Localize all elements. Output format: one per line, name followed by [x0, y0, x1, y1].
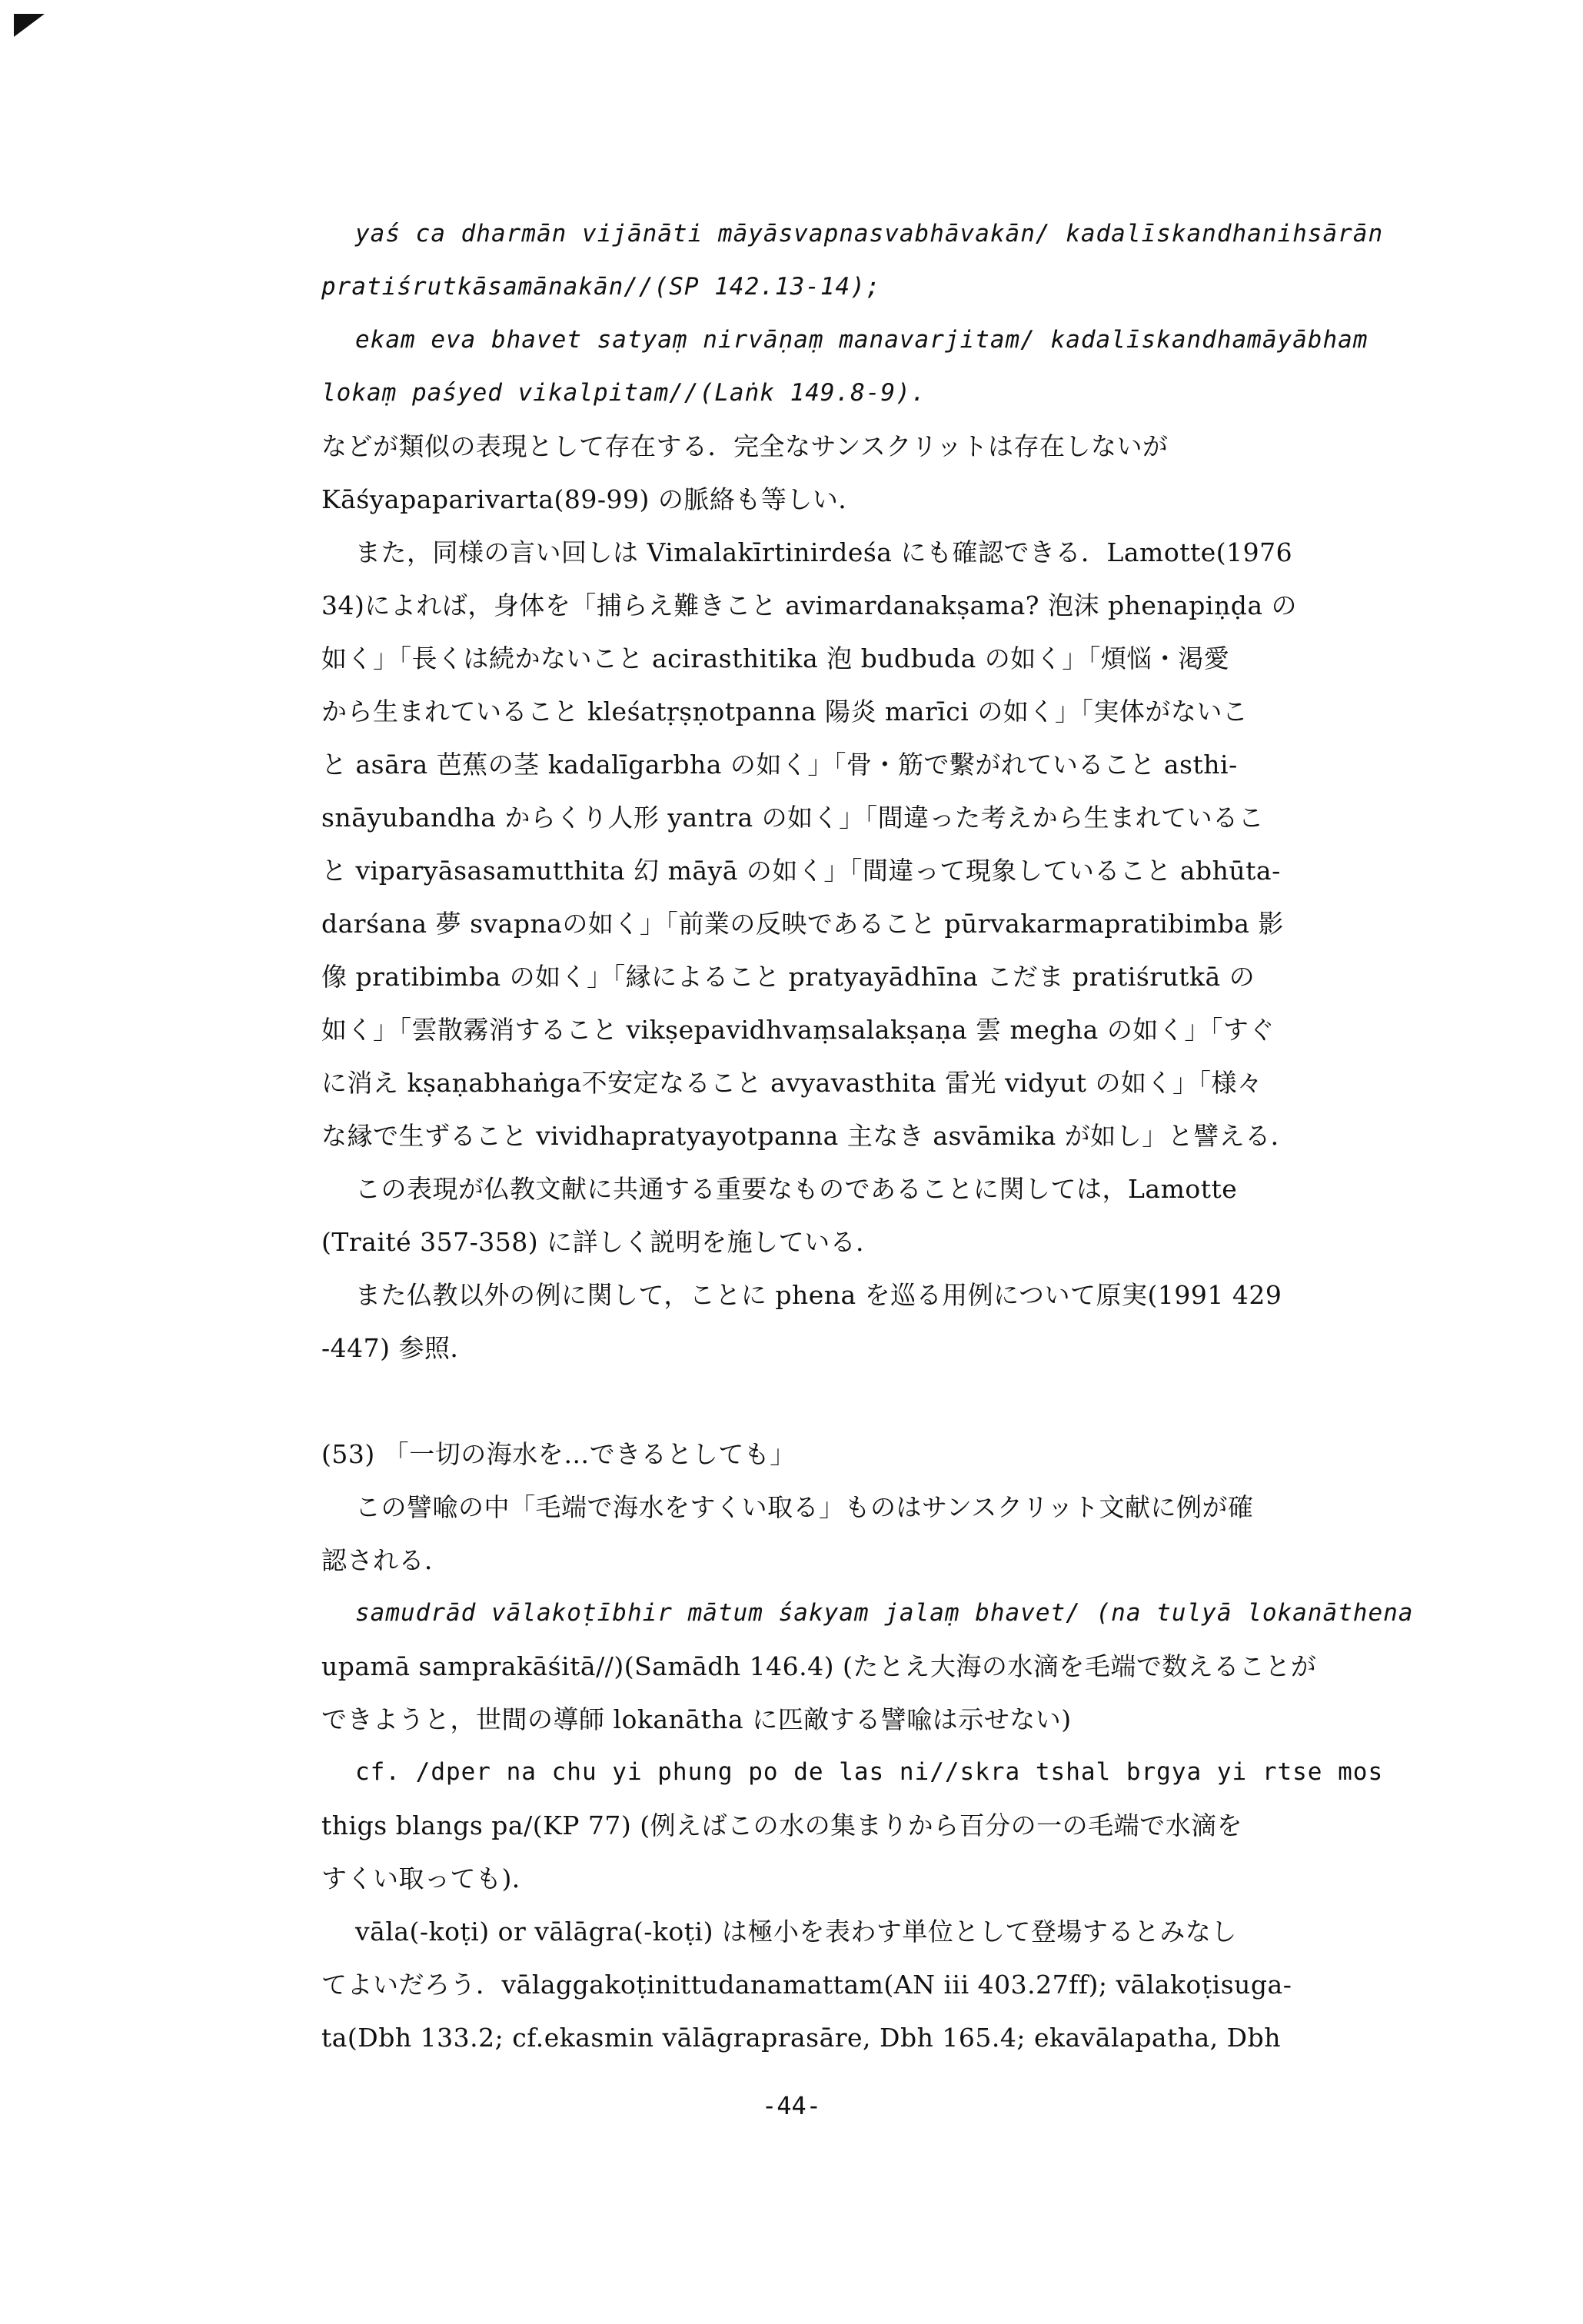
text-line: samudrād vālakoṭībhir mātum śakyam jalaṃ bhavet/ (na tulyā lokanāthena [355, 1599, 1414, 1627]
text-line: (53) 「一切の海水を…できるとしても」 [321, 1439, 796, 1469]
text-line: 如く」「雲散霧消すること vikṣepavidhvaṃsalakṣaṇa 雲 megha の如く」「すぐ [321, 1015, 1275, 1045]
text-line: lokaṃ paśyed vikalpitam//(Laṅk 149.8-9). [321, 379, 926, 407]
text-line: snāyubandha からくり人形 yantra の如く」「間違った考えから生まれているこ [321, 803, 1265, 833]
text-line: darśana 夢 svapnaの如く」「前業の反映であること pūrvakarmapratibimba 影 [321, 909, 1284, 939]
text-line: この表現が仏教文献に共通する重要なものであることに関しては，Lamotte [355, 1174, 1238, 1204]
text-line: Kāśyapaparivarta(89-99) の脈絡も等しい． [321, 484, 864, 514]
corner-mark [14, 14, 45, 37]
text-line: に消え kṣaṇabhaṅga不安定なること avyavasthita 雷光 vidyut の如く」「様々 [321, 1068, 1263, 1098]
text-line: vāla(-koṭi) or vālāgra(-koṭi) は極小を表わす単位として登場するとみなし [355, 1917, 1237, 1947]
text-line: 像 pratibimba の如く」「縁によること pratyayādhīna こだま pratiśrutkā の [321, 962, 1255, 992]
text-line: pratiśrutkāsamānakān//(SP 142.13-14); [321, 273, 881, 301]
document-body [321, 208, 1521, 2064]
text-line: yaś ca dharmān vijānāti māyāsvapnasvabhāvakān/ kadalīskandhanihsārān [355, 220, 1384, 248]
text-line: ta(Dbh 133.2; cf.ekasmin vālāgraprasāre, Dbh 165.4; ekavālapatha, Dbh [321, 2023, 1281, 2053]
text-line: upamā samprakāśitā//)(Samādh 146.4) (たとえ大海の水滴を毛端で数えることが [321, 1651, 1317, 1681]
text-line: すくい取っても)． [321, 1864, 538, 1893]
blank-line [321, 1375, 1521, 1428]
text-line: -447) 参照． [321, 1333, 477, 1363]
text-line: thigs blangs pa/(KP 77) (例えばこの水の集まりから百分の一の毛端で水滴を [321, 1810, 1243, 1840]
text-line: な縁で生ずること vividhapratyayotpanna 主なき asvāmika が如し」と譬える． [321, 1121, 1297, 1151]
text-line: この譬喩の中「毛端で海水をすくい取る」ものはサンスクリット文献に例が確 [355, 1492, 1254, 1522]
page-number: -44- [761, 2091, 822, 2120]
text-line: 如く」「長くは続かないこと acirasthitika 泡 budbuda の如く」「煩悩・渇愛 [321, 643, 1230, 673]
text-line: と asāra 芭蕉の茎 kadalīgarbha の如く」「骨・筋で繫がれていること asthi- [321, 750, 1238, 780]
text-line: 34)によれば，身体を「捕らえ難きこと avimardanakṣama? 泡沫 phenapiṇḍa の [321, 590, 1297, 620]
text-line: などが類似の表現として存在する．完全なサンスクリットは存在しないが [321, 431, 1169, 461]
text-line: また，同様の言い回しは Vimalakīrtinirdeśa にも確認できる．Lamotte(1976 [355, 537, 1293, 567]
text-line: と viparyāsasamutthita 幻 māyā の如く」「間違って現象していること abhūta- [321, 856, 1281, 886]
text-line: また仏教以外の例に関して，ことに phena を巡る用例について原実(1991 429 [355, 1280, 1282, 1310]
text-line: から生まれていること kleśatṛṣṇotpanna 陽炎 marīci の如く」「実体がないこ [321, 697, 1249, 726]
text-line: (Traité 357-358) に詳しく説明を施している． [321, 1227, 882, 1257]
text-line: cf. /dper na chu yi phung po de las ni//skra tshal brgya yi rtse mos [355, 1758, 1384, 1786]
text-line: ekam eva bhavet satyaṃ nirvāṇaṃ manavarjitam/ kadalīskandhamāyābham [355, 326, 1368, 354]
text-line: できようと，世間の導師 lokanātha に匹敵する譬喩は示せない) [321, 1704, 1072, 1734]
text-line: てよいだろう．vālaggakoṭinittudanamattam(AN iii 403.27ff); vālakoṭisuga- [321, 1970, 1292, 2000]
text-line: 認される． [321, 1545, 451, 1575]
